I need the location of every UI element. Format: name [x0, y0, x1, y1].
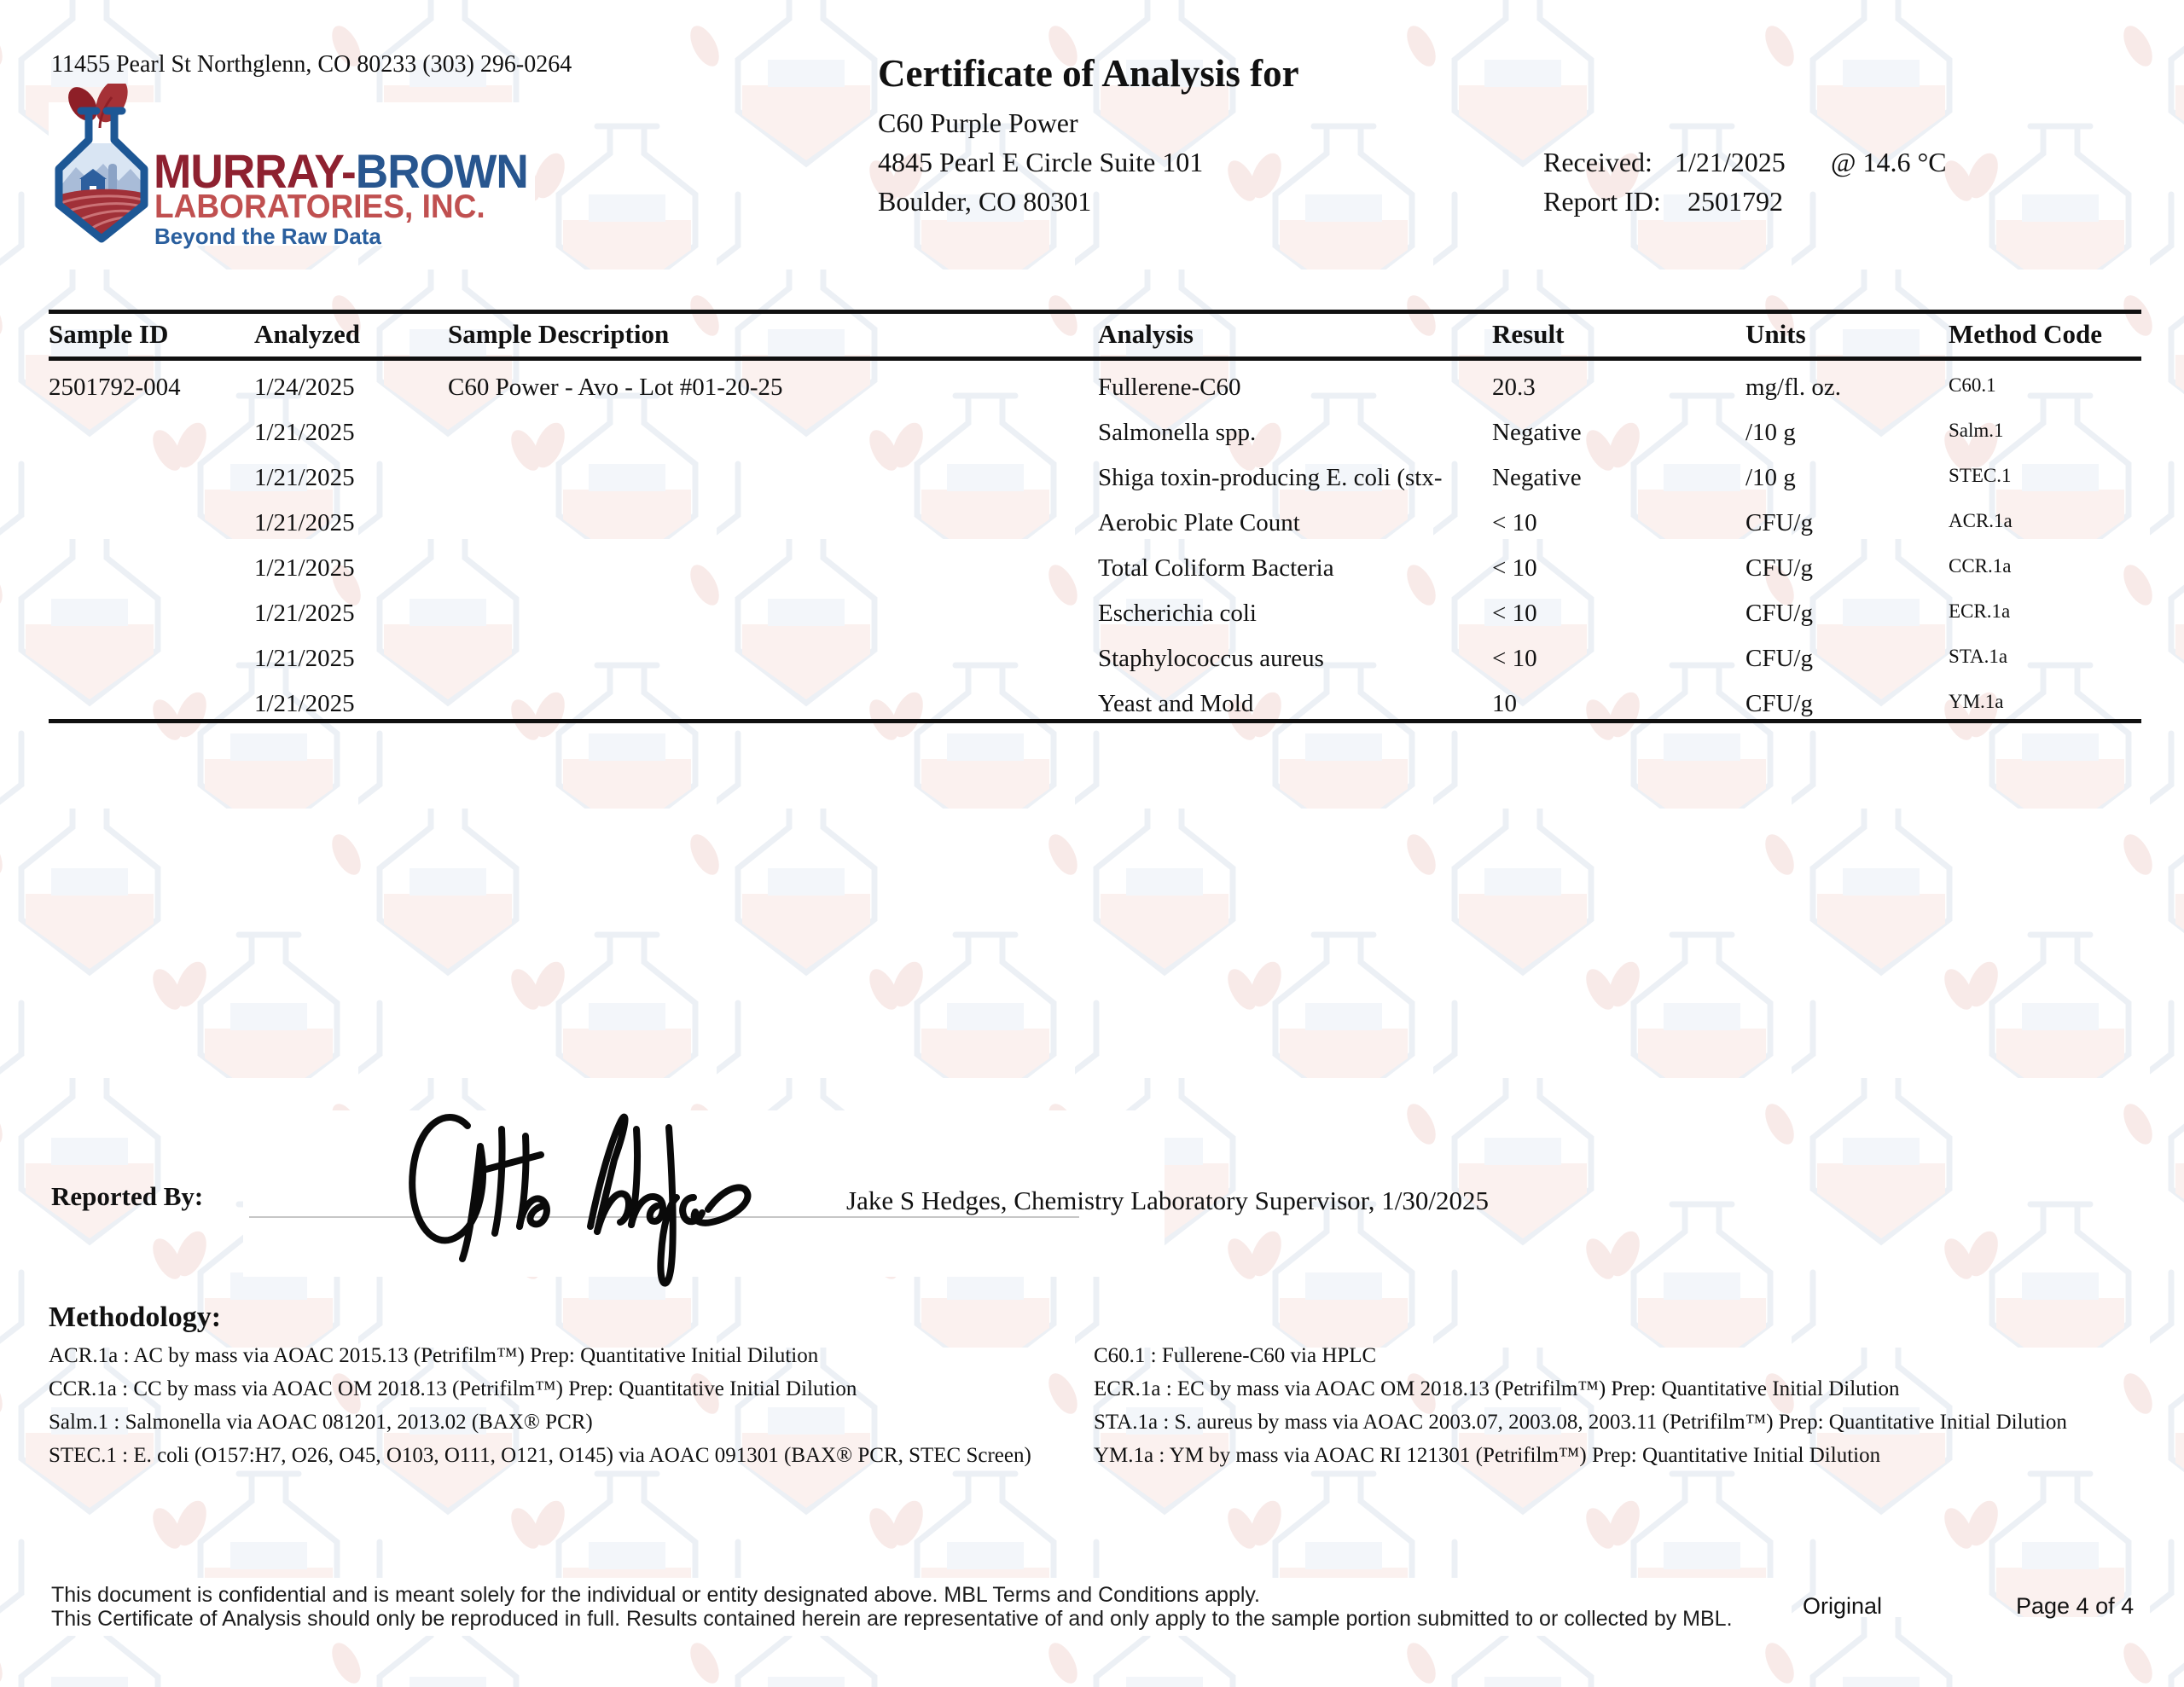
logo-name-murray: MURRAY-: [154, 144, 356, 198]
methodology-item: ACR.1a : AC by mass via AOAC 2015.13 (Petrifilm™) Prep: Quantitative Initial Dilution: [49, 1344, 819, 1367]
report-id-value: 2501792: [1687, 186, 1783, 217]
cell-analyzed-date: 1/21/2025: [254, 419, 355, 446]
cell-method-code: STA.1a: [1949, 646, 2008, 667]
cell-units: mg/fl. oz.: [1745, 374, 1841, 401]
cell-method-code: ECR.1a: [1949, 600, 2011, 622]
cell-units: /10 g: [1745, 419, 1796, 446]
client-address-line1: 4845 Pearl E Circle Suite 101: [878, 147, 1204, 177]
cell-units: CFU/g: [1745, 690, 1813, 717]
cell-analysis: Salmonella spp.: [1098, 419, 1257, 446]
table-row: [0, 419, 2184, 456]
lab-address: 11455 Pearl St Northglenn, CO 80233 (303) 296-0264: [51, 51, 572, 78]
methodology-item: STEC.1 : E. coli (O157:H7, O26, O45, O103, O111, O121, O145) via AOAC 091301 (BAX® PCR, STEC Screen): [49, 1444, 1031, 1467]
cell-result: 10: [1492, 690, 1517, 717]
methodology-item: Salm.1 : Salmonella via AOAC 081201, 2013.02 (BAX® PCR): [49, 1411, 593, 1434]
signer-name-title-date: Jake S Hedges, Chemistry Laboratory Supervisor, 1/30/2025: [846, 1186, 1489, 1215]
cell-sample-id: 2501792-004: [49, 374, 181, 401]
cell-units: /10 g: [1745, 464, 1796, 491]
footer-page-number: Page 4 of 4: [2016, 1593, 2135, 1619]
cell-result: < 10: [1492, 645, 1537, 672]
received-label: Received:: [1543, 147, 1653, 177]
cell-method-code: ACR.1a: [1949, 510, 2013, 531]
cell-analysis: Staphylococcus aureus: [1098, 645, 1324, 672]
cell-result: Negative: [1492, 419, 1582, 446]
table-row: [0, 374, 2184, 411]
client-name: C60 Purple Power: [878, 107, 1078, 138]
certificate-title: Certificate of Analysis for: [878, 52, 1299, 95]
cell-analysis: Shiga toxin-producing E. coli (stx-: [1098, 464, 1443, 491]
column-header-units: Units: [1745, 319, 1806, 349]
cell-result: Negative: [1492, 464, 1582, 491]
footer-confidentiality-line2: This Certificate of Analysis should only be reproduced in full. Results contained herein are representative of and only apply to the sample portion submitted to or collected by MBL.: [51, 1607, 1733, 1631]
cell-result: < 10: [1492, 600, 1537, 627]
lab-logo-subtitle: LABORATORIES, INC.: [154, 188, 485, 225]
table-bottom-rule: [49, 719, 2141, 723]
cell-analysis: Fullerene-C60: [1098, 374, 1241, 401]
methodology-item: YM.1a : YM by mass via AOAC RI 121301 (Petrifilm™) Prep: Quantitative Initial Dilution: [1094, 1444, 1881, 1467]
table-row: [0, 645, 2184, 682]
table-top-rule: [49, 310, 2141, 314]
cell-analyzed-date: 1/21/2025: [254, 464, 355, 491]
cell-sample-description: C60 Power - Avo - Lot #01-20-25: [448, 374, 783, 401]
column-header-analyzed: Analyzed: [254, 319, 360, 349]
received-temperature: @ 14.6 °C: [1831, 147, 1947, 177]
column-header-analysis: Analysis: [1098, 319, 1194, 349]
handwritten-signature: [367, 1092, 768, 1296]
cell-method-code: Salm.1: [1949, 420, 2004, 441]
footer-confidentiality-line1: This document is confidential and is meant solely for the individual or entity designated above. MBL Terms and Conditions apply.: [51, 1583, 1260, 1607]
methodology-item: STA.1a : S. aureus by mass via AOAC 2003.07, 2003.08, 2003.11 (Petrifilm™) Prep: Quantitative Initial Dilution: [1094, 1411, 2067, 1434]
methodology-item: ECR.1a : EC by mass via AOAC OM 2018.13 (Petrifilm™) Prep: Quantitative Initial Dilution: [1094, 1377, 1900, 1400]
logo-name-brown: BROWN: [355, 144, 528, 198]
methodology-item: C60.1 : Fullerene-C60 via HPLC: [1094, 1344, 1377, 1367]
column-header-description: Sample Description: [448, 319, 670, 349]
cell-method-code: STEC.1: [1949, 465, 2012, 486]
cell-result: < 10: [1492, 509, 1537, 536]
table-header-rule: [49, 357, 2141, 361]
lab-logo-tagline: Beyond the Raw Data: [154, 223, 381, 249]
cell-analysis: Total Coliform Bacteria: [1098, 554, 1334, 582]
column-header-method_code: Method Code: [1949, 319, 2102, 349]
cell-method-code: C60.1: [1949, 374, 1996, 396]
report-id-label: Report ID:: [1543, 186, 1661, 217]
cell-analyzed-date: 1/21/2025: [254, 600, 355, 627]
received-date: 1/21/2025: [1675, 147, 1786, 177]
client-address-line2: Boulder, CO 80301: [878, 186, 1092, 217]
cell-method-code: CCR.1a: [1949, 555, 2012, 577]
methodology-heading: Methodology:: [49, 1301, 222, 1333]
cell-units: CFU/g: [1745, 509, 1813, 536]
cell-units: CFU/g: [1745, 554, 1813, 582]
cell-result: 20.3: [1492, 374, 1536, 401]
table-row: [0, 464, 2184, 501]
cell-analyzed-date: 1/24/2025: [254, 374, 355, 401]
lab-logo-flask-icon: [49, 84, 154, 246]
cell-analysis: Yeast and Mold: [1098, 690, 1254, 717]
methodology-item: CCR.1a : CC by mass via AOAC OM 2018.13 (Petrifilm™) Prep: Quantitative Initial Dilution: [49, 1377, 857, 1400]
cell-result: < 10: [1492, 554, 1537, 582]
cell-analyzed-date: 1/21/2025: [254, 554, 355, 582]
table-row: [0, 509, 2184, 547]
cell-analysis: Aerobic Plate Count: [1098, 509, 1300, 536]
column-header-result: Result: [1492, 319, 1565, 349]
table-row: [0, 600, 2184, 637]
cell-analyzed-date: 1/21/2025: [254, 645, 355, 672]
cell-analyzed-date: 1/21/2025: [254, 509, 355, 536]
footer-copy-label: Original: [1803, 1593, 1883, 1619]
table-row: [0, 554, 2184, 592]
cell-analysis: Escherichia coli: [1098, 600, 1257, 627]
cell-units: CFU/g: [1745, 600, 1813, 627]
cell-method-code: YM.1a: [1949, 691, 2004, 712]
cell-units: CFU/g: [1745, 645, 1813, 672]
cell-analyzed-date: 1/21/2025: [254, 690, 355, 717]
column-header-sample_id: Sample ID: [49, 319, 169, 349]
reported-by-label: Reported By:: [51, 1181, 204, 1211]
leaf-icon: [62, 84, 134, 128]
